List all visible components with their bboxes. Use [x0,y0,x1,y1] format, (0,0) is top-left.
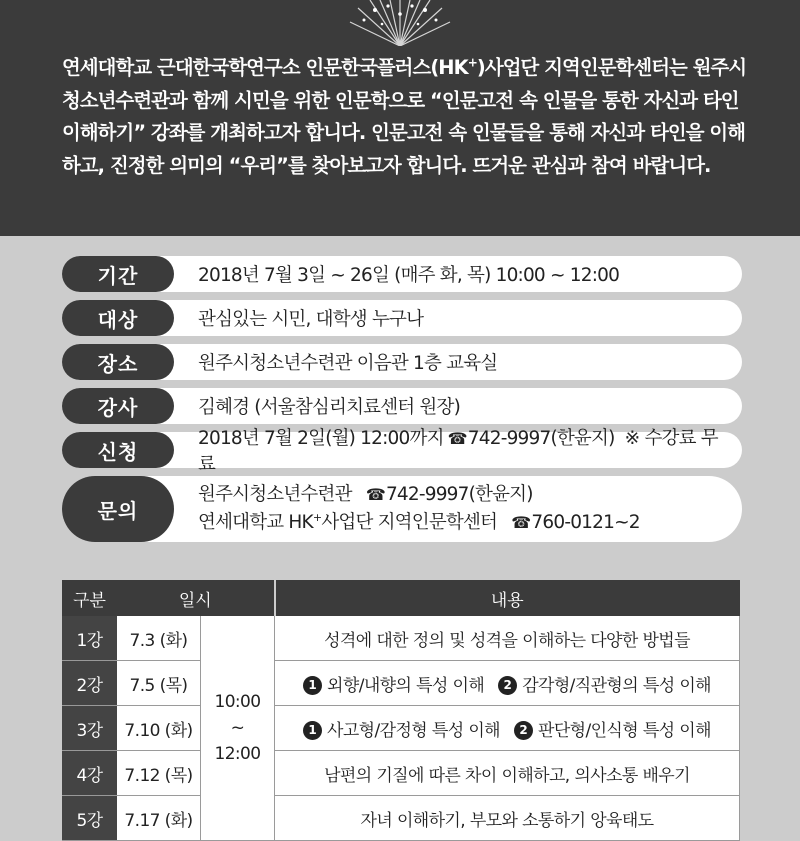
schedule-table [62,580,740,841]
period-label: 기간 [62,256,174,292]
lecture-content: 남편의 기질에 따른 차이 이해하고, 의사소통 배우기 [275,751,740,796]
lecture-number: 5강 [63,796,117,841]
phone-icon: ☎ [511,513,531,532]
lecture-date: 7.5 (목) [117,661,201,706]
lecture-date: 7.17 (화) [117,796,201,841]
period-value: 2018년 7월 3일 ~ 26일 (매주 화, 목) 10:00 ~ 12:00 [198,265,620,286]
lecturer-label: 강사 [62,388,174,424]
lecture-date: 7.10 (화) [117,706,201,751]
info-row-place [62,344,742,380]
target-label: 대상 [62,300,174,336]
lecture-content: 성격에 대한 정의 및 성격을 이해하는 다양한 방법들 [275,616,740,661]
apply-label: 신청 [62,432,174,468]
lecturer-value: 김혜경 (서울참심리치료센터 원장) [198,397,460,418]
table-row [63,796,740,841]
phone-icon: ☎ [447,429,467,448]
header-content: 내용 [275,581,740,616]
info-row-contact [62,476,742,542]
lecture-date: 7.12 (목) [117,751,201,796]
place-label: 장소 [62,344,174,380]
table-row [63,616,740,661]
lecture-number: 1강 [63,616,117,661]
info-row-apply [62,428,742,475]
contact-value: 원주시청소년수련관 ☎742-9997(한윤지) 연세대학교 HK+사업단 지역인문학센터 ☎760-0121~2 [198,484,640,533]
firework-decoration-icon [330,0,470,46]
info-row-period [62,256,742,292]
schedule-header [63,581,740,616]
intro-text: 연세대학교 근대한국학연구소 인문한국플러스(HK+)사업단 지역인문학센터는 원주시청소년수련관과 함께 시민을 위한 인문학으로 “인문고전 속 인물을 통한 자신과 타인 이해하기” 강좌를 개최하고자 합니다. 인문고전 속 인물들을 통해 자신과 타인을 이해하고, 진정한 의미의 “우리”를 찾아보고자 합니다. 뜨거운 관심과 참여 바랍니다. [62,55,747,177]
phone-icon: ☎ [365,485,385,504]
table-row [63,751,740,796]
target-value: 관심있는 시민, 대학생 누구나 [198,309,424,330]
info-row-target [62,300,742,336]
number-two-icon: 2 [514,721,533,740]
table-row [63,706,740,751]
header-datetime: 일시 [117,581,275,616]
lecture-number: 4강 [63,751,117,796]
intro-banner [0,0,800,236]
number-two-icon: 2 [498,676,517,695]
contact-label: 문의 [62,476,174,542]
info-row-lecturer [62,388,742,424]
lecture-content: 자녀 이해하기, 부모와 소통하기 앙육태도 [275,796,740,841]
table-row [63,661,740,706]
lecture-date: 7.3 (화) [117,616,201,661]
lecture-number: 2강 [63,661,117,706]
header-division: 구분 [63,581,117,616]
lecture-number: 3강 [63,706,117,751]
number-one-icon: 1 [303,676,322,695]
number-one-icon: 1 [303,721,322,740]
lecture-content: 1 사고형/감정형 특성 이해 2 판단형/인식형 특성 이해 [275,706,740,751]
lecture-time: 10:00 ~ 12:00 [201,616,275,841]
place-value: 원주시청소년수련관 이음관 1층 교육실 [198,353,498,374]
lecture-content: 1 외향/내향의 특성 이해 2 감각형/직관형의 특성 이해 [275,661,740,706]
apply-value: 2018년 7월 2일(월) 12:00까지 ☎742-9997(한윤지) ※ 수강료 무료 [198,428,718,475]
